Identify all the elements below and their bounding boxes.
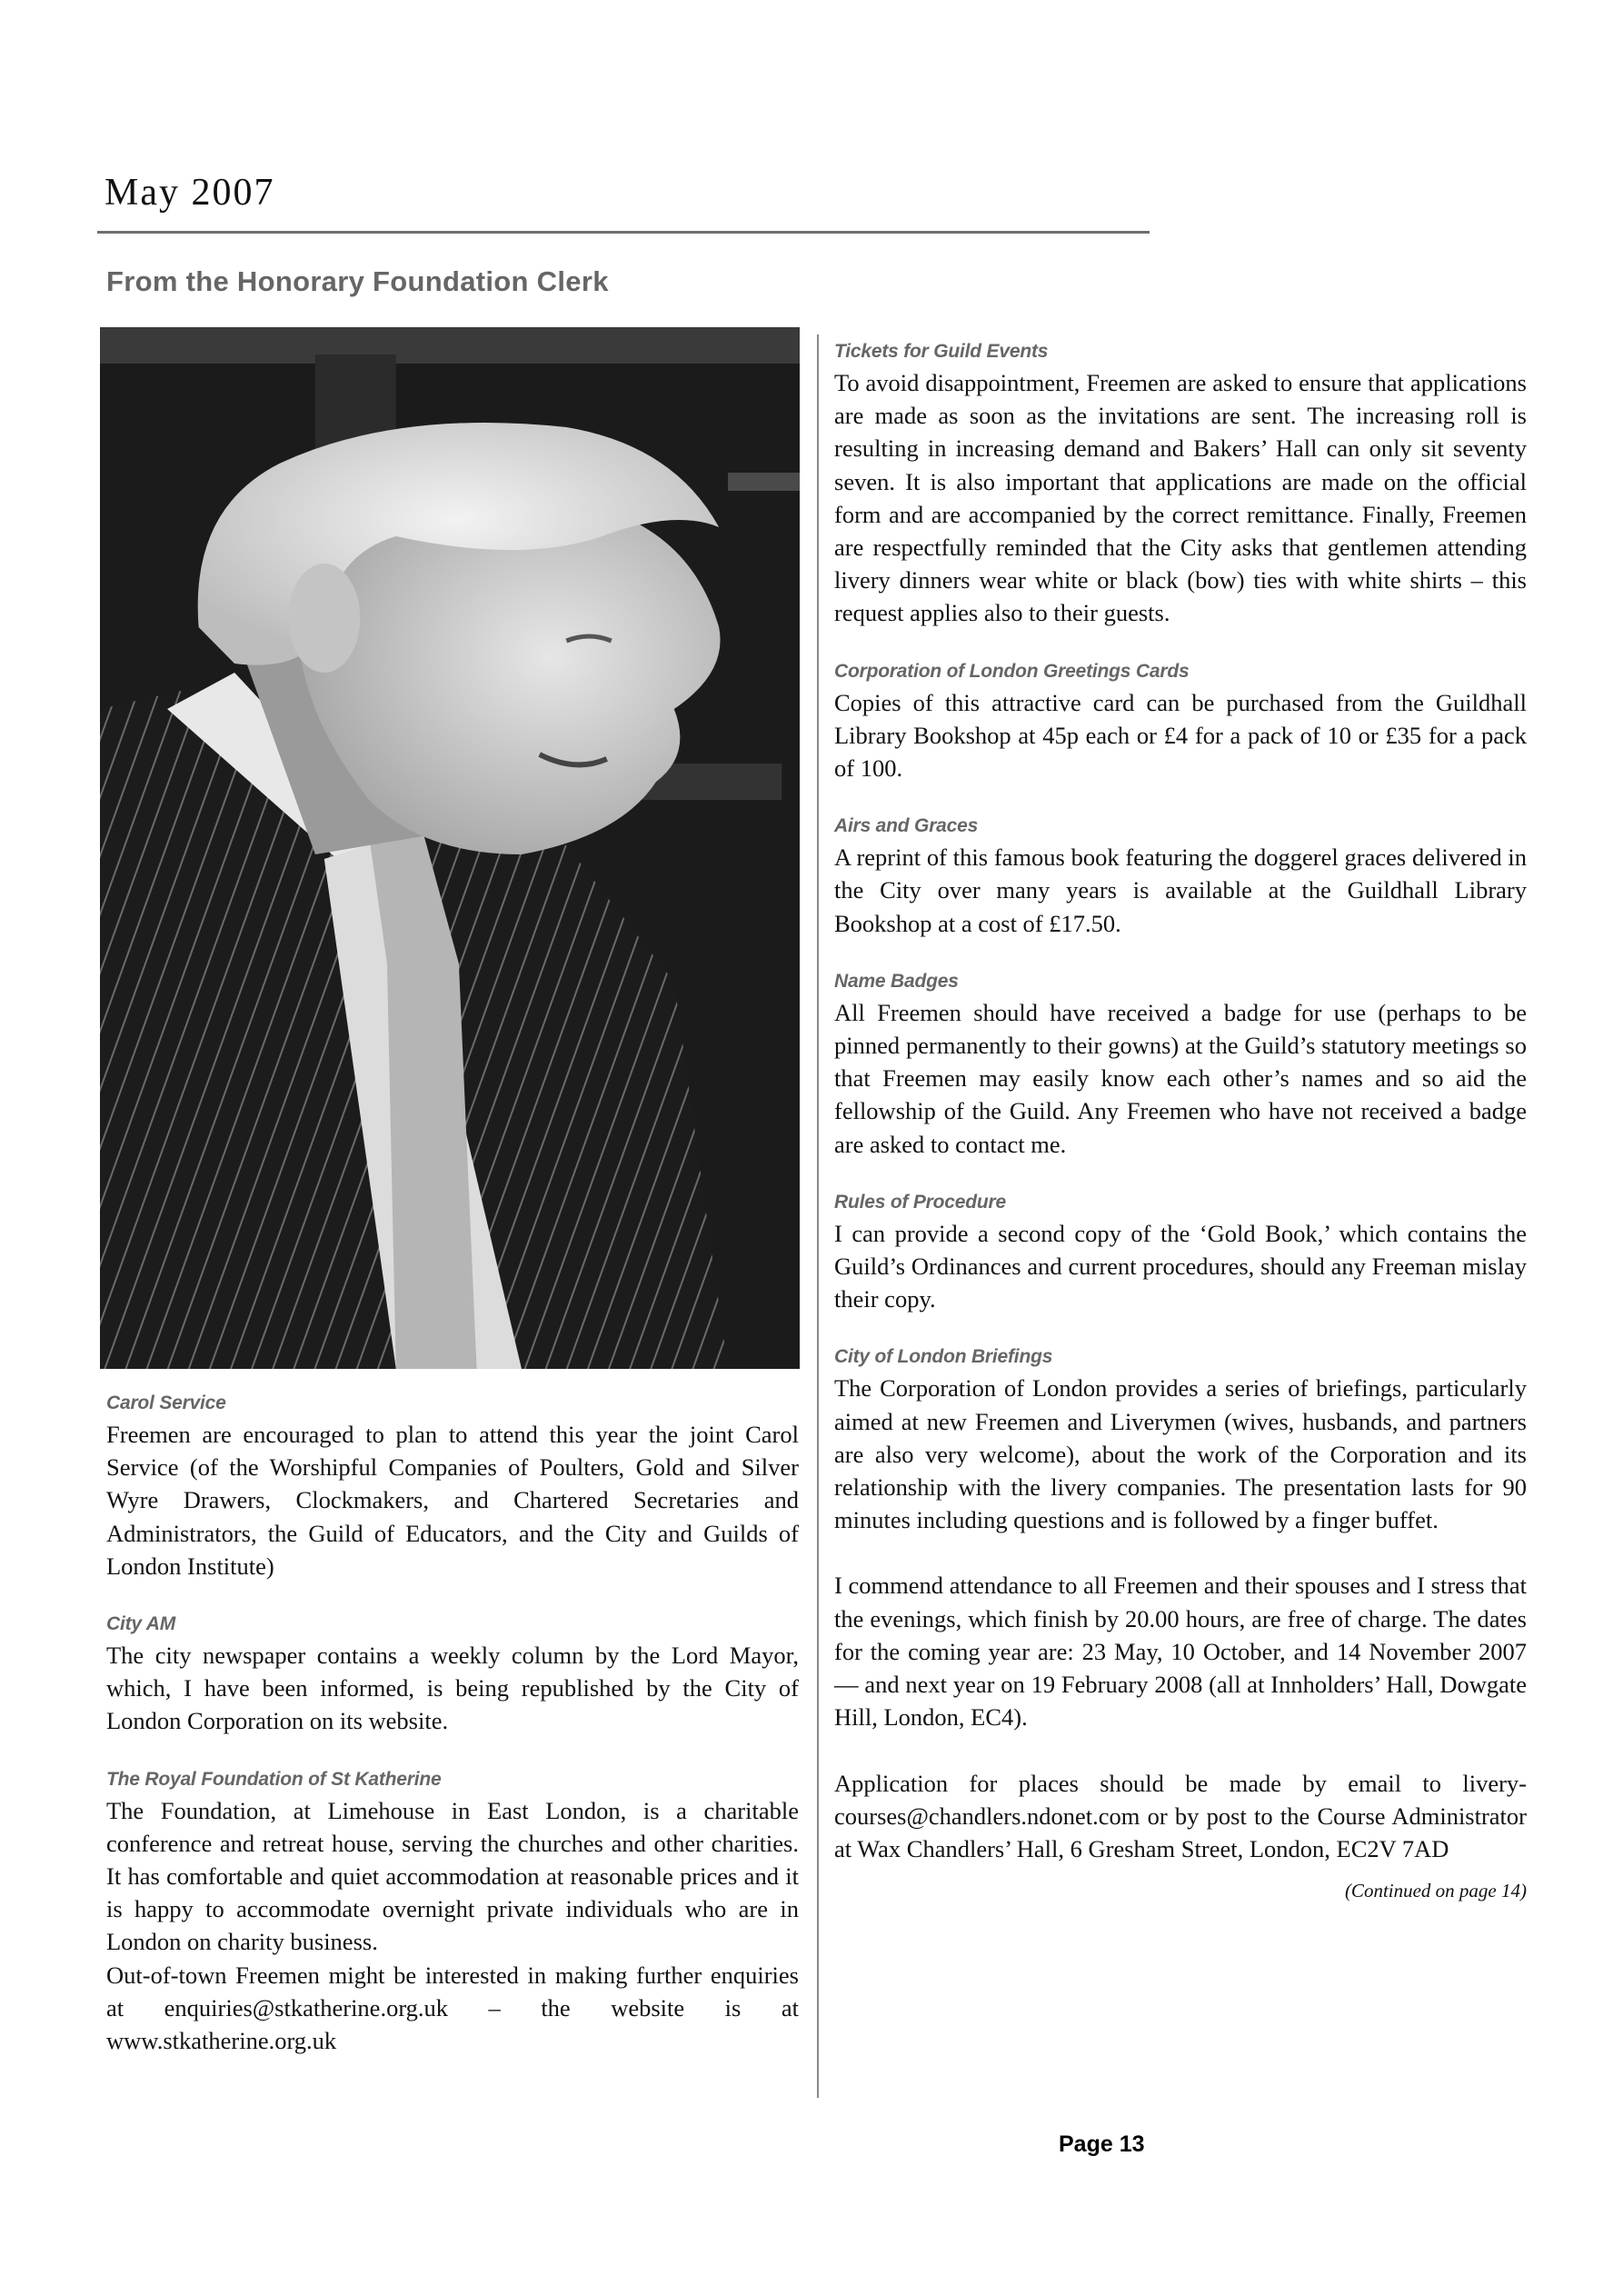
article-heading: Rules of Procedure — [834, 1191, 1006, 1213]
article-body: The Foundation, at Limehouse in East London, is a charitable conference and retreat house, serving the churches and other charities. It has comfortable and quiet accommodation at reasonable prices and it is happy to accommodate overnight private individuals who are in London on charity business. — [106, 1796, 799, 1956]
article-body: To avoid disappointment, Freemen are asked to ensure that applications are made as soon as the invitations are sent. The increasing roll is resulting in increasing demand and Bakers’ Hall can only sit seventy seven. It is also important that applications are made on the official form and are accompanied by the correct remittance. Finally, Freemen are respectfully reminded that the City asks that gentlemen attending livery dinners wear white or black (bow) ties with white shirts – this request applies also to their guests. — [834, 369, 1527, 627]
article-heading: City of London Briefings — [834, 1346, 1053, 1368]
article-royal-foundation — [106, 1769, 799, 2058]
article-rules-of-procedure — [834, 1192, 1527, 1316]
article-body-dates: I commend attendance to all Freemen and their spouses and I stress that the evenings, which finish by 20.00 hours, are free of charge. The dates for the coming year are: 23 May, 10 October, and 14 November 2007 — and next year on 19 February 2008 (all at Innholders’ Hall, Dowgate Hill, London, EC4). — [834, 1572, 1527, 1732]
article-name-badges — [834, 971, 1527, 1161]
article-body: I can provide a second copy of the ‘Gold Book,’ which contains the Guild’s Ordinances and current procedures, should any Freeman mislay their copy. — [834, 1219, 1527, 1313]
article-body: All Freemen should have received a badge for use (perhaps to be pinned permanently to their gowns) at the Guild’s statutory meetings so that Freemen may easily know each other’s names and so aid the fellowship of the Guild. Any Freemen who have not received a badge are asked to contact me. — [834, 998, 1527, 1158]
article-airs-and-graces — [834, 815, 1527, 940]
portrait-photo — [100, 327, 800, 1369]
article-heading: Airs and Graces — [834, 815, 979, 837]
article-body-contact: Out-of-town Freemen might be interested in making further enquiries at enquiries@stkatherine.org.uk – the website is at www.stkatherine.org.uk — [106, 1961, 799, 2055]
article-body: Copies of this attractive card can be purchased from the Guildhall Library Bookshop at 45p each or £4 for a pack of 10 or £35 for a pack of 100. — [834, 688, 1527, 783]
left-column — [106, 1393, 799, 2088]
article-city-am — [106, 1613, 799, 1738]
section-title: From the Honorary Foundation Clerk — [106, 265, 609, 297]
continued-note: (Continued on page 14) — [1344, 1880, 1527, 1902]
article-heading: Carol Service — [106, 1393, 226, 1413]
article-body: The Corporation of London provides a series of briefings, particularly aimed at new Freemen and Liverymen (wives, husbands, and partners are also very welcome), about the work of the Corporation and its relationship with the livery companies. The presentation lasts for 90 minutes including questions and is followed by a finger buffet. — [834, 1374, 1527, 1534]
article-heading: The Royal Foundation of St Katherine — [106, 1768, 442, 1790]
right-column — [834, 341, 1527, 1902]
header-rule — [97, 231, 1150, 234]
article-tickets — [834, 341, 1527, 630]
article-body: A reprint of this famous book featuring the doggerel graces delivered in the City over many years is available at the Guildhall Library Bookshop at a cost of £17.50. — [834, 844, 1527, 937]
article-heading: Name Badges — [834, 970, 959, 992]
article-carol-service — [106, 1393, 799, 1582]
article-body-application: Application for places should be made by email to livery-courses@chandlers.ndonet.com or by post to the Course Administrator at Wax Chandlers’ Hall, 6 Gresham Street, London, EC2V 7AD — [834, 1769, 1527, 1862]
column-divider — [817, 334, 819, 2098]
article-heading: City AM — [106, 1613, 175, 1635]
article-heading: Tickets for Guild Events — [834, 341, 1049, 362]
article-body: The city newspaper contains a weekly column by the Lord Mayor, which, I have been informed, is being republished by the City of London Corporation on its website. — [106, 1642, 799, 1735]
article-heading: Corporation of London Greetings Cards — [834, 660, 1190, 682]
portrait-image-icon — [100, 327, 800, 1369]
article-city-briefings — [834, 1346, 1527, 1902]
page-number: Page 13 — [1059, 2131, 1145, 2157]
article-greetings-cards — [834, 661, 1527, 785]
issue-date: May 2007 — [105, 172, 275, 214]
article-body: Freemen are encouraged to plan to attend this year the joint Carol Service (of the Worshipful Companies of Poulters, Gold and Silver Wyre Drawers, Clockmakers, and Chartered Secretaries and Administrators, the Guild of Educators, and the City and Guilds of London Institute) — [106, 1421, 799, 1580]
